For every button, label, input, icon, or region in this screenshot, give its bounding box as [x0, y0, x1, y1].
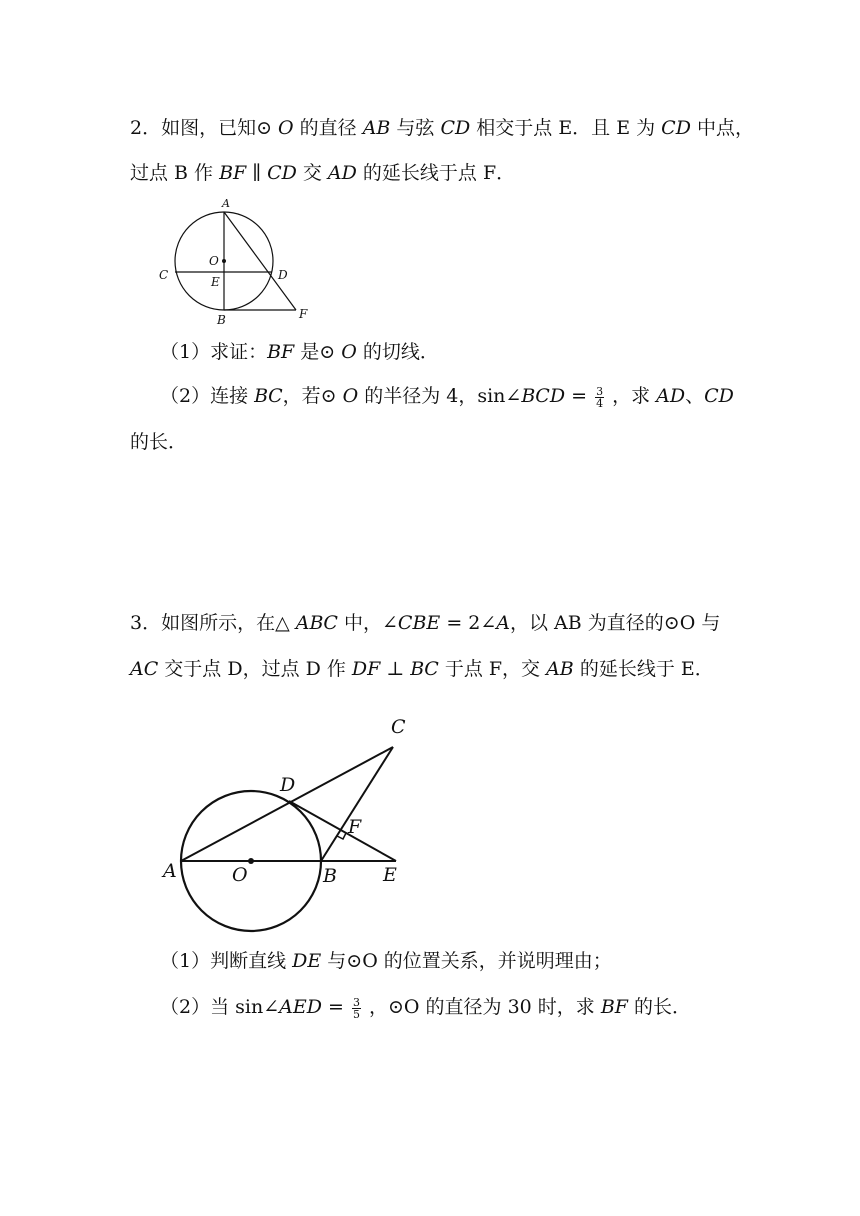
segment-de: [289, 801, 396, 861]
label-a: A: [222, 197, 230, 210]
fraction-three-fifths: $\frac{3}{5}$: [352, 995, 360, 1021]
segment-ac: [181, 747, 393, 861]
label-a: A: [163, 860, 177, 882]
q2-text-before: （2）连接 𝐵𝐶，若⊙ 𝑂 的半径为 4，sin∠𝐵𝐶𝐷 =: [160, 385, 588, 407]
problem2-question1: （1）求证：𝐵𝐹 是⊙ 𝑂 的切线．: [160, 341, 439, 363]
center-point-o: [248, 858, 254, 864]
problem3-figure: [160, 712, 420, 944]
problem2-question2-line2: 的长．: [130, 431, 188, 453]
label-f: F: [348, 816, 362, 838]
q2-text-after: ，求 𝐴𝐷、𝐶𝐷: [612, 385, 734, 407]
segment-bc: [321, 747, 393, 861]
fraction-three-quarters: $\frac{3}{4}$: [596, 384, 604, 410]
q2-text-after: ，⊙O 的直径为 30 时，求 𝐵𝐹 的长．: [369, 996, 692, 1018]
problem2-figure: [150, 195, 330, 330]
label-o: O: [209, 254, 219, 268]
label-d: D: [280, 774, 296, 796]
label-e: E: [211, 275, 220, 289]
label-e: E: [383, 864, 397, 886]
problem3-question1: （1）判断直线 𝐷𝐸 与⊙O 的位置关系，并说明理由；: [160, 950, 612, 972]
label-c: C: [159, 268, 169, 282]
problem2-statement-line1: 2．如图，已知⊙ 𝑂 的直径 𝐴𝐵 与弦 𝐶𝐷 相交于点 E．且 E 为 𝐶𝐷 中点，: [130, 117, 754, 139]
label-c: C: [391, 716, 406, 738]
center-point-o: [222, 259, 226, 263]
segment-af: [224, 212, 296, 310]
problem3-statement-line1: 3．如图所示，在△ 𝐴𝐵𝐶 中，∠𝐶𝐵𝐸 = 2∠𝐴，以 AB 为直径的⊙O 与: [130, 612, 721, 634]
problem3-question2: [160, 995, 691, 1020]
label-o: O: [232, 864, 248, 886]
problem2-question2-line1: [160, 384, 734, 409]
problem2-statement-line2: 过点 B 作 𝐵𝐹 ∥ 𝐶𝐷 交 𝐴𝐷 的延长线于点 F．: [130, 162, 516, 184]
q2-text-before: （2）当 sin∠𝐴𝐸𝐷 =: [160, 996, 344, 1018]
label-b: B: [323, 865, 337, 887]
label-f: F: [299, 307, 308, 321]
label-d: D: [278, 268, 288, 282]
label-b: B: [217, 313, 226, 327]
problem3-statement-line2: 𝐴𝐶 交于点 D，过点 D 作 𝐷𝐹 ⊥ 𝐵𝐶 于点 F，交 𝐴𝐵 的延长线于 E．: [130, 658, 714, 680]
